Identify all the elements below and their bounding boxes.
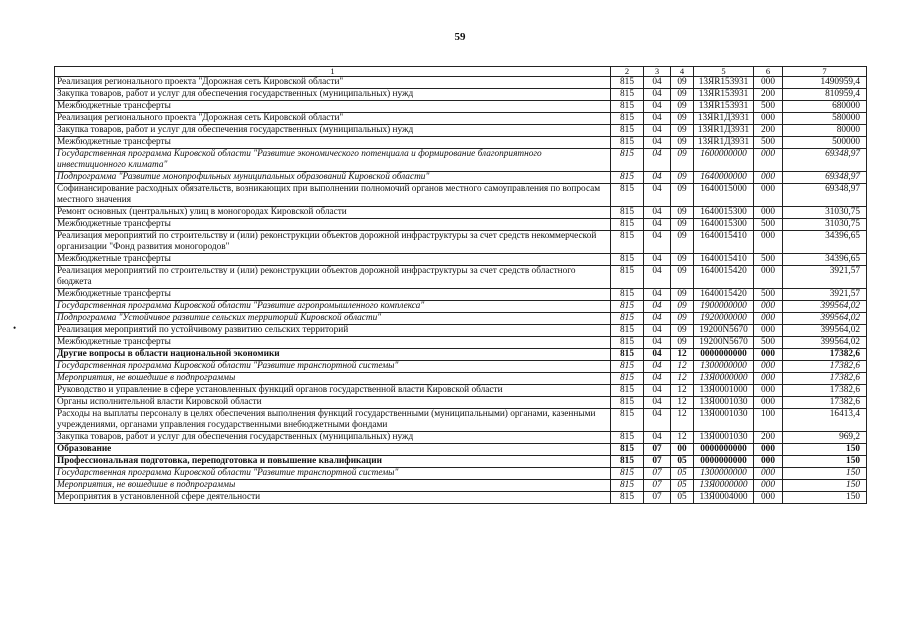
row-name: Мероприятия в установленной сфере деятельности [55, 492, 611, 504]
row-target-code: 13ЯR153931 [694, 101, 754, 113]
row-target-code: 0000000000 [694, 444, 754, 456]
row-amount: 34396,65 [783, 231, 867, 254]
row-expense-type: 000 [754, 373, 783, 385]
row-subsection-code: 05 [671, 480, 694, 492]
row-amount: 31030,75 [783, 207, 867, 219]
row-section-code: 04 [644, 301, 671, 313]
row-expense-type: 000 [754, 149, 783, 172]
row-amount: 3921,57 [783, 266, 867, 289]
row-admin-code: 815 [611, 137, 644, 149]
row-section-code: 04 [644, 313, 671, 325]
row-section-code: 04 [644, 89, 671, 101]
table-row [55, 125, 867, 137]
table-row [55, 480, 867, 492]
row-name: Подпрограмма "Устойчивое развитие сельских территорий Кировской области" [55, 313, 611, 325]
row-target-code: 13ЯR1Д3931 [694, 137, 754, 149]
row-expense-type: 000 [754, 231, 783, 254]
row-amount: 17382,6 [783, 385, 867, 397]
header-cell: 1 [55, 67, 611, 77]
table-row [55, 89, 867, 101]
row-subsection-code: 09 [671, 113, 694, 125]
table-row [55, 444, 867, 456]
row-name: Закупка товаров, работ и услуг для обеспечения государственных (муниципальных) нужд [55, 125, 611, 137]
row-subsection-code: 09 [671, 254, 694, 266]
row-amount: 80000 [783, 125, 867, 137]
row-target-code: 1600000000 [694, 149, 754, 172]
row-name: Мероприятия, не вошедшие в подпрограммы [55, 480, 611, 492]
row-section-code: 04 [644, 325, 671, 337]
row-target-code: 1640015420 [694, 289, 754, 301]
row-subsection-code: 09 [671, 77, 694, 89]
table-row [55, 219, 867, 231]
row-target-code: 1640015410 [694, 231, 754, 254]
row-subsection-code: 09 [671, 231, 694, 254]
table-row [55, 184, 867, 207]
row-admin-code: 815 [611, 301, 644, 313]
row-name: Ремонт основных (центральных) улиц в моногородах Кировской области [55, 207, 611, 219]
row-amount: 17382,6 [783, 349, 867, 361]
row-expense-type: 500 [754, 254, 783, 266]
row-target-code: 13ЯR1Д3931 [694, 113, 754, 125]
row-target-code: 13ЯR153931 [694, 89, 754, 101]
row-expense-type: 000 [754, 349, 783, 361]
row-target-code: 13Я0000000 [694, 480, 754, 492]
row-subsection-code: 12 [671, 385, 694, 397]
header-cell: 4 [671, 67, 694, 77]
row-section-code: 04 [644, 101, 671, 113]
table-row [55, 432, 867, 444]
row-section-code: 04 [644, 397, 671, 409]
row-expense-type: 000 [754, 492, 783, 504]
row-section-code: 04 [644, 409, 671, 432]
row-section-code: 04 [644, 385, 671, 397]
row-amount: 810959,4 [783, 89, 867, 101]
row-target-code: 1900000000 [694, 301, 754, 313]
row-admin-code: 815 [611, 432, 644, 444]
row-admin-code: 815 [611, 361, 644, 373]
row-admin-code: 815 [611, 266, 644, 289]
row-admin-code: 815 [611, 254, 644, 266]
row-expense-type: 000 [754, 325, 783, 337]
row-admin-code: 815 [611, 125, 644, 137]
row-section-code: 04 [644, 266, 671, 289]
row-admin-code: 815 [611, 409, 644, 432]
row-target-code: 0000000000 [694, 349, 754, 361]
row-expense-type: 500 [754, 137, 783, 149]
row-amount: 399564,02 [783, 313, 867, 325]
row-admin-code: 815 [611, 219, 644, 231]
row-admin-code: 815 [611, 480, 644, 492]
row-name: Другие вопросы в области национальной экономики [55, 349, 611, 361]
row-name: Образование [55, 444, 611, 456]
row-expense-type: 200 [754, 432, 783, 444]
page-number: 59 [454, 31, 466, 43]
row-admin-code: 815 [611, 207, 644, 219]
row-expense-type: 100 [754, 409, 783, 432]
table-row [55, 207, 867, 219]
row-target-code: 13Я0001030 [694, 409, 754, 432]
header-cell: 6 [754, 67, 783, 77]
row-section-code: 07 [644, 468, 671, 480]
row-amount: 399564,02 [783, 337, 867, 349]
row-admin-code: 815 [611, 325, 644, 337]
table-row [55, 456, 867, 468]
row-amount: 17382,6 [783, 361, 867, 373]
row-name: Софинансирование расходных обязательств, возникающих при выполнении полномочий органов местного самоуправления по вопросам местного значения [55, 184, 611, 207]
row-amount: 580000 [783, 113, 867, 125]
row-name: Расходы на выплаты персоналу в целях обеспечения выполнения функций государственными (муниципальными) органами, казенными учреждениями, органами управления государственными внебюджетными фондами [55, 409, 611, 432]
row-subsection-code: 09 [671, 313, 694, 325]
table-row [55, 101, 867, 113]
row-target-code: 19200N5670 [694, 337, 754, 349]
row-amount: 680000 [783, 101, 867, 113]
row-subsection-code: 12 [671, 397, 694, 409]
row-subsection-code: 09 [671, 184, 694, 207]
row-name: Межбюджетные трансферты [55, 219, 611, 231]
row-expense-type: 500 [754, 337, 783, 349]
row-name: Подпрограмма "Развитие монопрофильных муниципальных образований Кировской области" [55, 172, 611, 184]
row-target-code: 13Я0004000 [694, 492, 754, 504]
row-subsection-code: 12 [671, 349, 694, 361]
row-admin-code: 815 [611, 113, 644, 125]
row-section-code: 04 [644, 137, 671, 149]
row-admin-code: 815 [611, 89, 644, 101]
row-expense-type: 000 [754, 313, 783, 325]
row-amount: 150 [783, 480, 867, 492]
row-subsection-code: 09 [671, 266, 694, 289]
row-amount: 969,2 [783, 432, 867, 444]
row-name: Органы исполнительной власти Кировской области [55, 397, 611, 409]
row-section-code: 04 [644, 207, 671, 219]
row-target-code: 1640015300 [694, 207, 754, 219]
row-subsection-code: 09 [671, 289, 694, 301]
row-section-code: 04 [644, 337, 671, 349]
row-name: Закупка товаров, работ и услуг для обеспечения государственных (муниципальных) нужд [55, 89, 611, 101]
row-name: Межбюджетные трансферты [55, 337, 611, 349]
header-row [55, 67, 867, 77]
row-name: Мероприятия, не вошедшие в подпрограммы [55, 373, 611, 385]
row-subsection-code: 05 [671, 468, 694, 480]
row-expense-type: 000 [754, 172, 783, 184]
row-section-code: 04 [644, 361, 671, 373]
table-row [55, 361, 867, 373]
header-cell: 3 [644, 67, 671, 77]
table-row [55, 149, 867, 172]
row-subsection-code: 09 [671, 125, 694, 137]
row-target-code: 1920000000 [694, 313, 754, 325]
header-cell: 7 [783, 67, 867, 77]
row-subsection-code: 09 [671, 325, 694, 337]
row-expense-type: 200 [754, 125, 783, 137]
row-admin-code: 815 [611, 397, 644, 409]
row-name: Государственная программа Кировской области "Развитие транспортной системы" [55, 361, 611, 373]
row-section-code: 04 [644, 77, 671, 89]
table-row [55, 77, 867, 89]
table-row [55, 231, 867, 254]
row-amount: 399564,02 [783, 301, 867, 313]
row-name: Реализация мероприятий по строительству и (или) реконструкции объектов дорожной инфраструктуры за счет средств областного бюджета [55, 266, 611, 289]
row-admin-code: 815 [611, 101, 644, 113]
row-admin-code: 815 [611, 385, 644, 397]
table-row [55, 172, 867, 184]
row-target-code: 19200N5670 [694, 325, 754, 337]
row-name: Государственная программа Кировской области "Развитие экономического потенциала и формирование благоприятного инвестиционного климата" [55, 149, 611, 172]
row-target-code: 13ЯR153931 [694, 77, 754, 89]
row-section-code: 04 [644, 432, 671, 444]
row-expense-type: 200 [754, 89, 783, 101]
row-name: Межбюджетные трансферты [55, 101, 611, 113]
table-row [55, 254, 867, 266]
row-name: Реализация мероприятий по строительству и (или) реконструкции объектов дорожной инфраструктуры за счет средств некоммерческой организации "Фонд развития моногородов" [55, 231, 611, 254]
row-name: Реализация регионального проекта "Дорожная сеть Кировской области" [55, 77, 611, 89]
row-subsection-code: 09 [671, 207, 694, 219]
row-admin-code: 815 [611, 149, 644, 172]
row-target-code: 1300000000 [694, 468, 754, 480]
row-section-code: 04 [644, 289, 671, 301]
table-row [55, 301, 867, 313]
row-subsection-code: 12 [671, 432, 694, 444]
row-admin-code: 815 [611, 77, 644, 89]
row-amount: 69348,97 [783, 172, 867, 184]
row-expense-type: 000 [754, 397, 783, 409]
row-amount: 150 [783, 492, 867, 504]
row-target-code: 1300000000 [694, 361, 754, 373]
row-section-code: 04 [644, 349, 671, 361]
row-name: Государственная программа Кировской области "Развитие агропромышленного комплекса" [55, 301, 611, 313]
row-name: Руководство и управление в сфере установленных функций органов государственной власти Кировской области [55, 385, 611, 397]
budget-table [54, 66, 867, 504]
row-admin-code: 815 [611, 172, 644, 184]
row-expense-type: 000 [754, 468, 783, 480]
table-row [55, 468, 867, 480]
row-amount: 16413,4 [783, 409, 867, 432]
row-expense-type: 000 [754, 480, 783, 492]
row-admin-code: 815 [611, 373, 644, 385]
row-section-code: 04 [644, 184, 671, 207]
table-row [55, 137, 867, 149]
row-target-code: 13ЯR1Д3931 [694, 125, 754, 137]
row-expense-type: 000 [754, 456, 783, 468]
row-section-code: 04 [644, 125, 671, 137]
row-expense-type: 000 [754, 77, 783, 89]
row-target-code: 13Я0001000 [694, 385, 754, 397]
row-expense-type: 500 [754, 219, 783, 231]
row-amount: 150 [783, 456, 867, 468]
row-target-code: 13Я0000000 [694, 373, 754, 385]
row-expense-type: 000 [754, 361, 783, 373]
table-row [55, 313, 867, 325]
row-name: Закупка товаров, работ и услуг для обеспечения государственных (муниципальных) нужд [55, 432, 611, 444]
row-subsection-code: 09 [671, 337, 694, 349]
margin-bullet: • [13, 323, 17, 333]
row-subsection-code: 05 [671, 492, 694, 504]
row-amount: 69348,97 [783, 184, 867, 207]
row-expense-type: 500 [754, 101, 783, 113]
row-admin-code: 815 [611, 184, 644, 207]
row-admin-code: 815 [611, 289, 644, 301]
table-row [55, 349, 867, 361]
row-amount: 150 [783, 468, 867, 480]
table-row [55, 409, 867, 432]
row-section-code: 04 [644, 231, 671, 254]
row-subsection-code: 09 [671, 89, 694, 101]
row-section-code: 07 [644, 492, 671, 504]
table-row [55, 266, 867, 289]
row-subsection-code: 09 [671, 101, 694, 113]
table-row [55, 337, 867, 349]
row-target-code: 1640015420 [694, 266, 754, 289]
row-section-code: 04 [644, 172, 671, 184]
row-target-code: 13Я0001030 [694, 397, 754, 409]
table-row [55, 289, 867, 301]
row-subsection-code: 09 [671, 219, 694, 231]
row-admin-code: 815 [611, 313, 644, 325]
row-name: Межбюджетные трансферты [55, 137, 611, 149]
row-admin-code: 815 [611, 231, 644, 254]
row-expense-type: 500 [754, 289, 783, 301]
row-amount: 17382,6 [783, 397, 867, 409]
row-target-code: 1640015000 [694, 184, 754, 207]
row-amount: 3921,57 [783, 289, 867, 301]
row-target-code: 0000000000 [694, 456, 754, 468]
header-cell: 2 [611, 67, 644, 77]
row-subsection-code: 05 [671, 456, 694, 468]
row-target-code: 1640015300 [694, 219, 754, 231]
table-row [55, 385, 867, 397]
row-admin-code: 815 [611, 492, 644, 504]
row-section-code: 04 [644, 149, 671, 172]
row-name: Реализация мероприятий по устойчивому развитию сельских территорий [55, 325, 611, 337]
row-section-code: 07 [644, 456, 671, 468]
row-target-code: 1640015410 [694, 254, 754, 266]
row-admin-code: 815 [611, 456, 644, 468]
row-subsection-code: 09 [671, 137, 694, 149]
table-row [55, 113, 867, 125]
row-section-code: 07 [644, 480, 671, 492]
row-amount: 500000 [783, 137, 867, 149]
row-amount: 1490959,4 [783, 77, 867, 89]
table-row [55, 373, 867, 385]
row-amount: 34396,65 [783, 254, 867, 266]
row-name: Межбюджетные трансферты [55, 254, 611, 266]
row-subsection-code: 09 [671, 149, 694, 172]
row-admin-code: 815 [611, 337, 644, 349]
row-admin-code: 815 [611, 468, 644, 480]
row-expense-type: 000 [754, 113, 783, 125]
table-row [55, 492, 867, 504]
row-subsection-code: 09 [671, 172, 694, 184]
row-amount: 17382,6 [783, 373, 867, 385]
row-admin-code: 815 [611, 444, 644, 456]
row-expense-type: 000 [754, 444, 783, 456]
header-cell: 5 [694, 67, 754, 77]
row-expense-type: 000 [754, 385, 783, 397]
table-row [55, 325, 867, 337]
row-target-code: 13Я0001030 [694, 432, 754, 444]
row-amount: 399564,02 [783, 325, 867, 337]
row-subsection-code: 09 [671, 301, 694, 313]
row-subsection-code: 12 [671, 409, 694, 432]
row-subsection-code: 00 [671, 444, 694, 456]
table-row [55, 397, 867, 409]
row-subsection-code: 12 [671, 361, 694, 373]
row-amount: 150 [783, 444, 867, 456]
row-subsection-code: 12 [671, 373, 694, 385]
row-section-code: 04 [644, 113, 671, 125]
row-name: Реализация регионального проекта "Дорожная сеть Кировской области" [55, 113, 611, 125]
row-section-code: 04 [644, 373, 671, 385]
row-target-code: 1640000000 [694, 172, 754, 184]
row-name: Государственная программа Кировской области "Развитие транспортной системы" [55, 468, 611, 480]
row-section-code: 07 [644, 444, 671, 456]
row-amount: 31030,75 [783, 219, 867, 231]
row-name: Профессиональная подготовка, переподготовка и повышение квалификации [55, 456, 611, 468]
row-expense-type: 000 [754, 207, 783, 219]
row-section-code: 04 [644, 219, 671, 231]
row-expense-type: 000 [754, 184, 783, 207]
row-name: Межбюджетные трансферты [55, 289, 611, 301]
row-amount: 69348,97 [783, 149, 867, 172]
row-expense-type: 000 [754, 266, 783, 289]
row-expense-type: 000 [754, 301, 783, 313]
row-section-code: 04 [644, 254, 671, 266]
row-admin-code: 815 [611, 349, 644, 361]
